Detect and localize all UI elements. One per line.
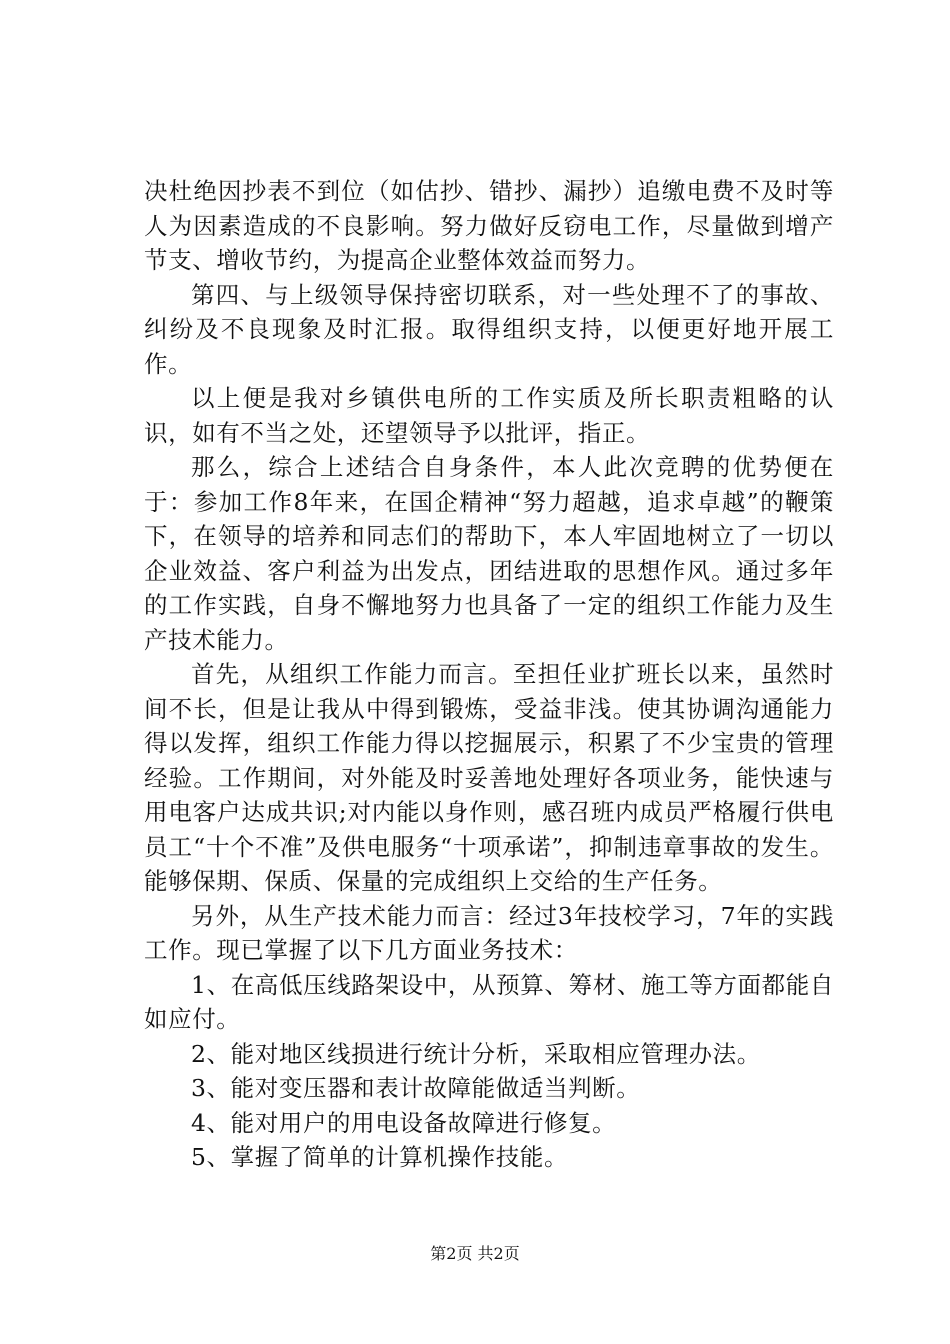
document-body xyxy=(144,174,834,1175)
paragraph-continuation: 决杜绝因抄表不到位（如估抄、错抄、漏抄）追缴电费不及时等人为因素造成的不良影响。努力做好反窃电工作，尽量做到增产节支、增收节约，为提高企业整体效益而努力。 xyxy=(144,177,834,274)
list-item-1: 1、在高低压线路架设中，从预算、筹材、施工等方面都能自如应付。 xyxy=(144,970,834,1033)
list-item-3: 3、能对变压器和表计故障能做适当判断。 xyxy=(191,1074,641,1102)
list-item-2: 2、能对地区线损进行统计分析，采取相应管理办法。 xyxy=(191,1039,761,1068)
page-number-footer: 第2页 共2页 xyxy=(430,1244,520,1263)
list-item-4: 4、能对用户的用电设备故障进行修复。 xyxy=(191,1108,617,1137)
paragraph-fourth-point: 第四、与上级领导保持密切联系，对一些处理不了的事故、纠纷及不良现象及时汇报。取得组织支持，以便更好地开展工作。 xyxy=(144,280,834,378)
list-item-5: 5、掌握了简单的计算机操作技能。 xyxy=(191,1143,569,1171)
paragraph-organization-ability: 首先，从组织工作能力而言。至担任业扩班长以来，虽然时间不长，但是让我从中得到锻炼，受益非浅。使其协调沟通能力得以发挥，组织工作能力得以挖掘展示，积累了不少宝贵的管理经验。工作期间，对外能及时妥善地处理好各项业务，能快速与用电客户达成共识;对内能以身作则，感召班内成员严格履行供电员工“十个不准”及供电服务“十项承诺”，抑制违章事故的发生。能够保期、保质、保量的完成组织上交给的生产任务。 xyxy=(144,660,834,895)
paragraph-advantages: 那么，综合上述结合自身条件，本人此次竞聘的优势便在于：参加工作8年来，在国企精神“努力超越，追求卓越”的鞭策下，在领导的培养和同志们的帮助下，本人牢固地树立了一切以企业效益、客户利益为出发点，团结进取的思想作风。通过多年的工作实践，自身不懈地努力也具备了一定的组织工作能力及生产技术能力。 xyxy=(144,453,834,654)
paragraph-technical-ability: 另外，从生产技术能力而言：经过3年技校学习，7年的实践工作。现已掌握了以下几方面业务技术： xyxy=(144,901,834,964)
paragraph-summary: 以上便是我对乡镇供电所的工作实质及所长职责粗略的认识，如有不当之处，还望领导予以批评，指正。 xyxy=(144,384,834,447)
